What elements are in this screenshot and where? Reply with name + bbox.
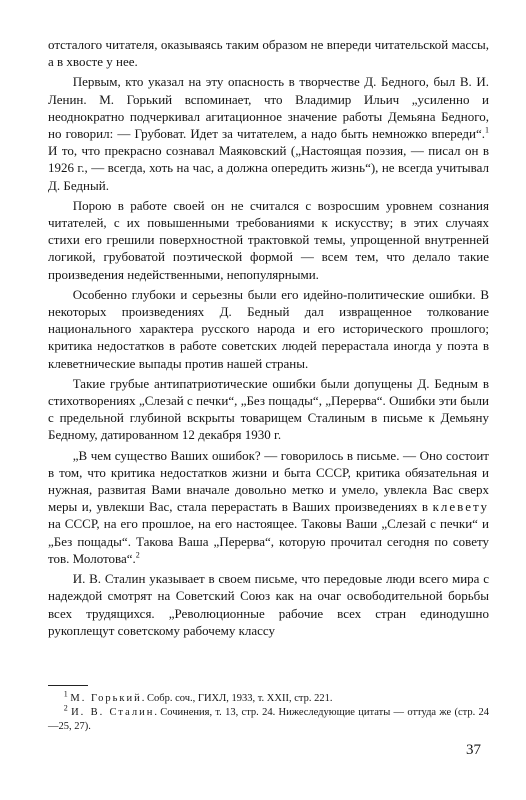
footnote: [48, 689, 489, 706]
paragraph: [48, 570, 489, 639]
paragraph: [48, 375, 489, 444]
footnote-author: И. В. Сталин: [71, 707, 155, 718]
paragraph-text: Первым, кто указал на эту опасность в творчестве Д. Бедного, был В. И. Ленин. М. Горький вспоминает, что Владимир Ильич „усиленно и неоднократно подчеркивал агитационное значение работы Демьяна Бедного, но говорил: — Грубоват. Идет за читателем, а надо быть немножко впереди“.: [48, 74, 489, 142]
body-text: [48, 36, 489, 642]
paragraph: [48, 447, 489, 567]
paragraph-text: И. В. Сталин указывает в своем письме, что передовые люди всего мира с надеждой смотрят на Советский Союз как на очаг освободительной борьбы всех трудящихся. „Революционные рабочие всех стран единодушно рукоплещут советскому рабочему классу: [48, 571, 489, 638]
page-number: 37: [466, 742, 481, 758]
footnote-mark: 1: [63, 689, 68, 699]
paragraph-text: на СССР, на его прошлое, на его настоящее. Таковы Ваши „Слезай с печки“ и „Без пощады“. Такова Ваша „Перерва“, которую прочитал сегодня по совету тов. Молотова“.: [48, 516, 489, 566]
footnote-mark: 2: [63, 703, 68, 713]
footnote-divider: [48, 685, 88, 686]
footnote-text: . Собр. соч., ГИХЛ, 1933, т. XXII, стр. 221.: [141, 693, 333, 704]
paragraph-text: Особенно глубоки и серьезны были его идейно-политические ошибки. В некоторых произведениях Д. Бедный дал извращенное толкование национального характера русского народа и его исторического прошлого; критика недостатков в работе советских людей перерастала иногда у поэта в клеветнические выпады против нашей страны.: [48, 286, 489, 371]
emphasized-word: клевету: [432, 499, 489, 515]
paragraph-text: Такие грубые антипатриотические ошибки были допущены Д. Бедным в стихотворениях „Слезай с печки“, „Без пощады“, „Перерва“. Ошибки эти были с предельной глубиной вскрыты товарищем Сталиным в письме к Демьяну Бедному, датированном 12 декабря 1930 г.: [48, 375, 489, 443]
footnotes: [48, 689, 490, 734]
footnote: [48, 703, 490, 734]
paragraph: [48, 36, 489, 70]
paragraph: [48, 286, 489, 372]
paragraph-text: отсталого читателя, оказываясь таким образом не впереди читательской массы, а в хвосте у нее.: [48, 37, 489, 70]
footnote-ref[interactable]: 2: [135, 550, 140, 560]
paragraph: [48, 73, 489, 193]
footnote-author: М. Горький: [70, 693, 142, 704]
paragraph: [48, 197, 489, 283]
paragraph-text: Порою в работе своей он не считался с возросшим уровнем сознания читателей, с их повышенными требованиями к искусству; в этих случаях стихи его грешили поверхностной трактовкой темы, упрощенной внутренней логикой, грубоватой поэтической формой — всем тем, что делало такие произведения недейственными, непопулярными.: [48, 197, 489, 282]
paragraph-text: И то, что прекрасно сознавал Маяковский („Настоящая поэзия, — писал он в 1926 г., — всегда, хоть на час, а должна опередить жизнь“), не всегда учитывал Д. Бедный.: [48, 143, 489, 193]
paragraph-text: „В чем существо Ваших ошибок? — говорилось в письме. — Оно состоит в том, что критика недостатков жизни и быта СССР, критика обязательная и нужная, развитая Вами вначале довольно метко и умело, увлекла Вас сверх меры и, увлекши Вас, стала перерастать в Ваших произведениях в: [48, 447, 489, 515]
footnote-ref[interactable]: 1: [485, 125, 489, 135]
footnote-text: . Сочинения, т. 13, стр. 24. Нижеследующие цитаты — оттуда же (стр. 24—25, 27).: [48, 707, 490, 732]
